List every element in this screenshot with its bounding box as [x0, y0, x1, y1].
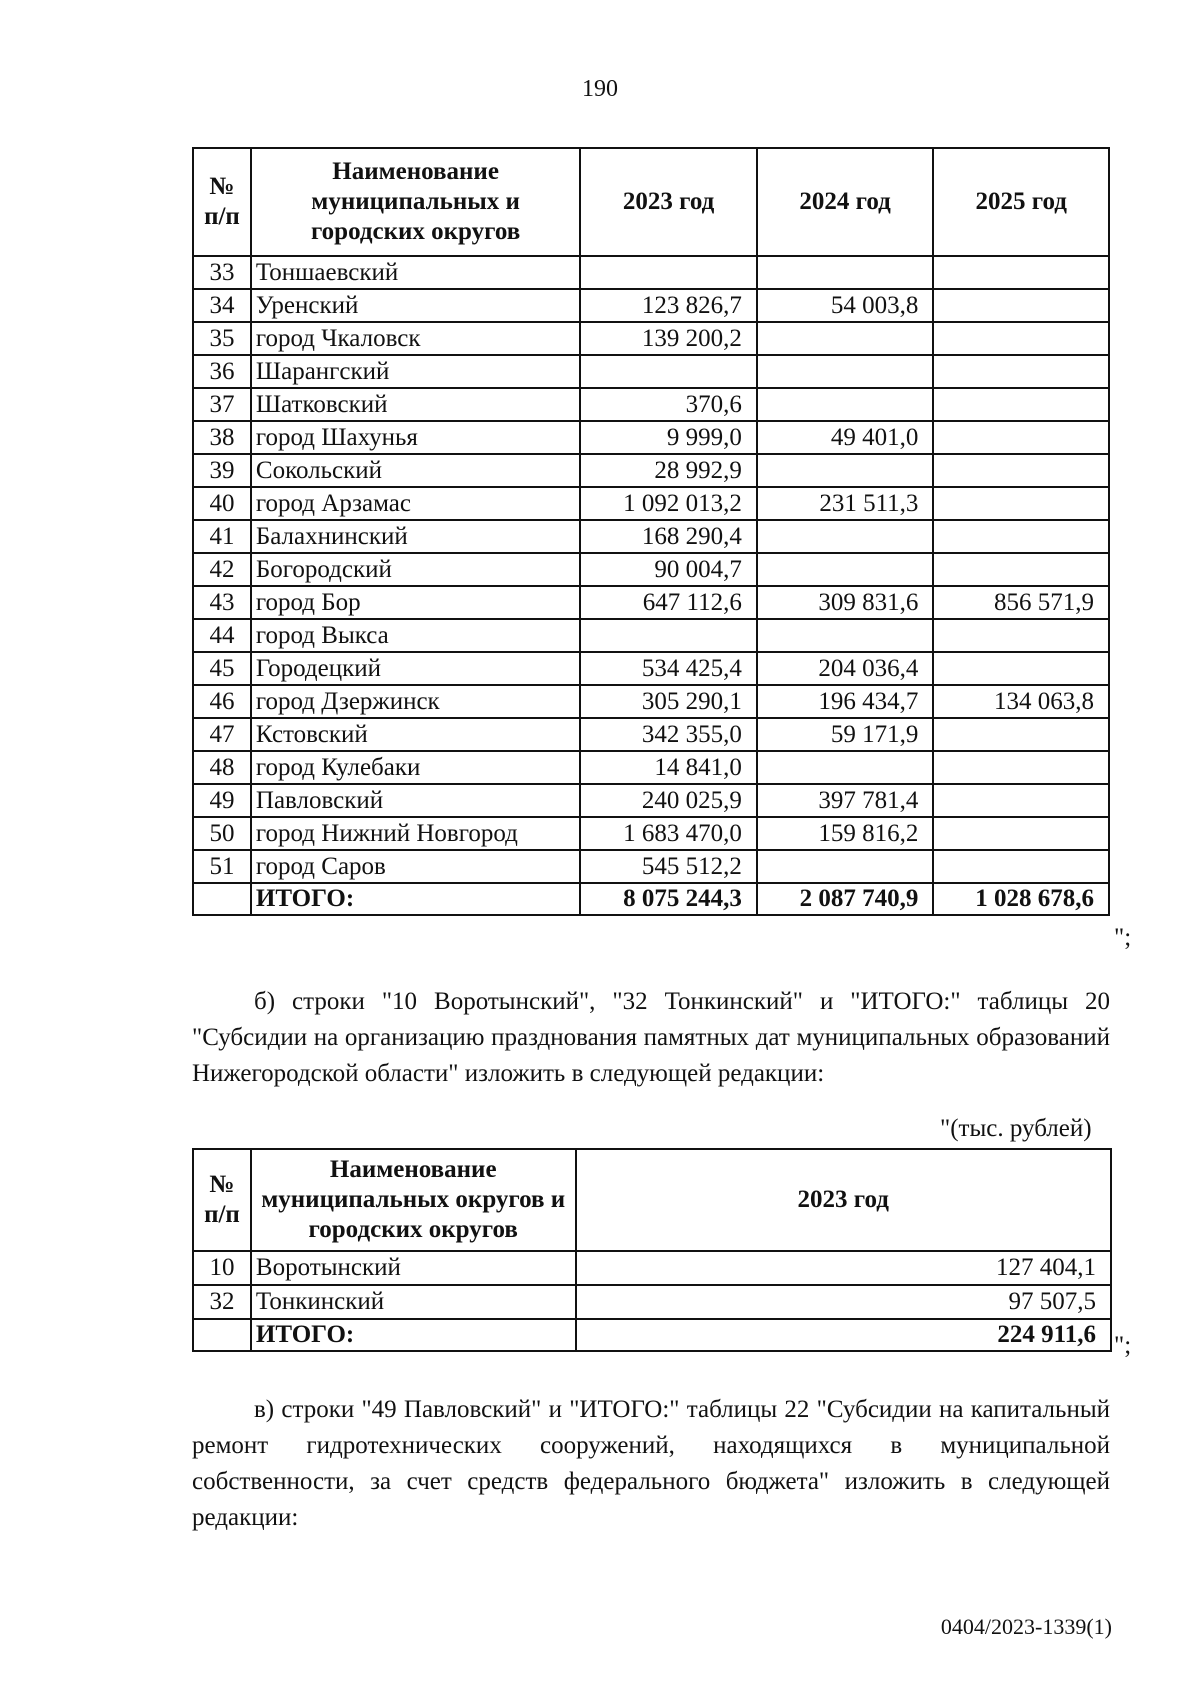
value-2024: [757, 520, 934, 553]
unit-label: "(тыс. рублей): [940, 1115, 1092, 1142]
value-2024: [757, 619, 934, 652]
value-2025: [933, 256, 1109, 289]
table-row: [193, 817, 1109, 850]
value-2023: 545 512,2: [580, 850, 757, 883]
row-number: 41: [193, 520, 251, 553]
value-2025: [933, 817, 1109, 850]
row-number: 47: [193, 718, 251, 751]
total-label: ИТОГО:: [251, 1319, 576, 1351]
value-2023: 14 841,0: [580, 751, 757, 784]
value-2024: 397 781,4: [757, 784, 934, 817]
table2-closing-quote: ";: [1114, 1332, 1132, 1359]
table-row: [193, 652, 1109, 685]
row-number: 32: [193, 1285, 251, 1319]
value-2023: 97 507,5: [576, 1285, 1112, 1319]
row-number: 42: [193, 553, 251, 586]
value-2024: 196 434,7: [757, 685, 934, 718]
table-row: [193, 553, 1109, 586]
subsidy-table-20: [192, 1148, 1112, 1352]
value-2025: [933, 751, 1109, 784]
value-2023: 90 004,7: [580, 553, 757, 586]
table1-closing-quote: ";: [1114, 924, 1132, 951]
header-2023: 2023 год: [580, 148, 757, 256]
row-number: 48: [193, 751, 251, 784]
district-name: Балахнинский: [251, 520, 580, 553]
district-name: Шарангский: [251, 355, 580, 388]
district-name: город Бор: [251, 586, 580, 619]
table-row: [193, 751, 1109, 784]
total-number-cell: [193, 1319, 251, 1351]
value-2024: 231 511,3: [757, 487, 934, 520]
value-2025: [933, 718, 1109, 751]
value-2024: 59 171,9: [757, 718, 934, 751]
value-2024: [757, 553, 934, 586]
table-header-row: [193, 148, 1109, 256]
row-number: 51: [193, 850, 251, 883]
value-2025: [933, 421, 1109, 454]
header-2024: 2024 год: [757, 148, 934, 256]
page-number: 190: [582, 76, 618, 102]
paragraph-c-text: в) строки "49 Павловский" и "ИТОГО:" таблицы 22 "Субсидии на капитальный ремонт гидротехнических сооружений, находящихся в муниципальной собственности, за счет средств федерального бюджета" изложить в следующей редакции:: [192, 1396, 1110, 1531]
value-2023: 1 683 470,0: [580, 817, 757, 850]
district-name: Шатковский: [251, 388, 580, 421]
value-2025: [933, 520, 1109, 553]
table-row: [193, 784, 1109, 817]
table-header-row: [193, 1149, 1111, 1251]
value-2025: [933, 652, 1109, 685]
row-number: 37: [193, 388, 251, 421]
table-row: [193, 850, 1109, 883]
value-2025: [933, 487, 1109, 520]
table-row: [193, 619, 1109, 652]
paragraph-b: [192, 984, 1110, 1092]
district-name: Богородский: [251, 553, 580, 586]
header-2025: 2025 год: [933, 148, 1109, 256]
value-2025: [933, 619, 1109, 652]
row-number: 49: [193, 784, 251, 817]
table-row: [193, 718, 1109, 751]
table-row: [193, 256, 1109, 289]
total-row: [193, 883, 1109, 915]
district-name: Сокольский: [251, 454, 580, 487]
district-name: город Нижний Новгород: [251, 817, 580, 850]
value-2024: [757, 850, 934, 883]
row-number: 50: [193, 817, 251, 850]
value-2025: [933, 850, 1109, 883]
total-2023: 8 075 244,3: [580, 883, 757, 915]
value-2023: [580, 355, 757, 388]
total-2023: 224 911,6: [576, 1319, 1112, 1351]
row-number: 38: [193, 421, 251, 454]
row-number: 10: [193, 1251, 251, 1285]
value-2024: 54 003,8: [757, 289, 934, 322]
value-2024: 204 036,4: [757, 652, 934, 685]
table-row: [193, 388, 1109, 421]
district-name: город Чкаловск: [251, 322, 580, 355]
value-2023: 168 290,4: [580, 520, 757, 553]
district-name: город Арзамас: [251, 487, 580, 520]
value-2025: [933, 355, 1109, 388]
table-row: [193, 685, 1109, 718]
value-2024: 49 401,0: [757, 421, 934, 454]
row-number: 44: [193, 619, 251, 652]
value-2024: [757, 322, 934, 355]
row-number: 36: [193, 355, 251, 388]
district-name: город Дзержинск: [251, 685, 580, 718]
district-name: Тоншаевский: [251, 256, 580, 289]
table-row: [193, 520, 1109, 553]
district-name: Воротынский: [251, 1251, 576, 1285]
table-row: [193, 487, 1109, 520]
table-row: [193, 355, 1109, 388]
value-2024: [757, 454, 934, 487]
value-2023: [580, 256, 757, 289]
district-name: Городецкий: [251, 652, 580, 685]
value-2025: [933, 322, 1109, 355]
value-2023: 647 112,6: [580, 586, 757, 619]
subsidy-table-main: [192, 147, 1110, 916]
value-2024: [757, 256, 934, 289]
table-row: [193, 1251, 1111, 1285]
value-2025: [933, 388, 1109, 421]
value-2023: 9 999,0: [580, 421, 757, 454]
value-2025: [933, 289, 1109, 322]
value-2023: 305 290,1: [580, 685, 757, 718]
total-2024: 2 087 740,9: [757, 883, 934, 915]
row-number: 34: [193, 289, 251, 322]
value-2024: 309 831,6: [757, 586, 934, 619]
value-2023: 28 992,9: [580, 454, 757, 487]
value-2023: 370,6: [580, 388, 757, 421]
value-2024: [757, 355, 934, 388]
table-row: [193, 454, 1109, 487]
table-row: [193, 586, 1109, 619]
value-2025: 856 571,9: [933, 586, 1109, 619]
value-2023: 123 826,7: [580, 289, 757, 322]
value-2025: [933, 784, 1109, 817]
district-name: Павловский: [251, 784, 580, 817]
district-name: Уренский: [251, 289, 580, 322]
value-2024: 159 816,2: [757, 817, 934, 850]
total-number-cell: [193, 883, 251, 915]
value-2023: 127 404,1: [576, 1251, 1112, 1285]
value-2023: 1 092 013,2: [580, 487, 757, 520]
value-2025: [933, 553, 1109, 586]
value-2025: [933, 454, 1109, 487]
district-name: город Выкса: [251, 619, 580, 652]
total-2025: 1 028 678,6: [933, 883, 1109, 915]
value-2025: 134 063,8: [933, 685, 1109, 718]
value-2024: [757, 388, 934, 421]
header-name: Наименование муниципальных и городских округов: [251, 148, 580, 256]
value-2023: 342 355,0: [580, 718, 757, 751]
district-name: город Саров: [251, 850, 580, 883]
header-number: № п/п: [193, 1149, 251, 1251]
header-number: № п/п: [193, 148, 251, 256]
district-name: Тонкинский: [251, 1285, 576, 1319]
row-number: 46: [193, 685, 251, 718]
value-2023: 139 200,2: [580, 322, 757, 355]
district-name: город Кулебаки: [251, 751, 580, 784]
district-name: Кстовский: [251, 718, 580, 751]
row-number: 43: [193, 586, 251, 619]
paragraph-b-text: б) строки "10 Воротынский", "32 Тонкинский" и "ИТОГО:" таблицы 20 "Субсидии на организацию празднования памятных дат муниципальных образований Нижегородской области" изложить в следующей редакции:: [192, 988, 1110, 1087]
row-number: 40: [193, 487, 251, 520]
table-row: [193, 322, 1109, 355]
value-2023: 240 025,9: [580, 784, 757, 817]
total-row: [193, 1319, 1111, 1351]
header-2023: 2023 год: [576, 1149, 1112, 1251]
document-id: 0404/2023-1339(1): [940, 1614, 1112, 1639]
total-label: ИТОГО:: [251, 883, 580, 915]
row-number: 35: [193, 322, 251, 355]
row-number: 45: [193, 652, 251, 685]
row-number: 39: [193, 454, 251, 487]
paragraph-c: [192, 1392, 1110, 1536]
value-2023: [580, 619, 757, 652]
value-2023: 534 425,4: [580, 652, 757, 685]
header-name: Наименование муниципальных округов и городских округов: [251, 1149, 576, 1251]
table-row: [193, 289, 1109, 322]
value-2024: [757, 751, 934, 784]
row-number: 33: [193, 256, 251, 289]
district-name: город Шахунья: [251, 421, 580, 454]
table-row: [193, 421, 1109, 454]
table-row: [193, 1285, 1111, 1319]
